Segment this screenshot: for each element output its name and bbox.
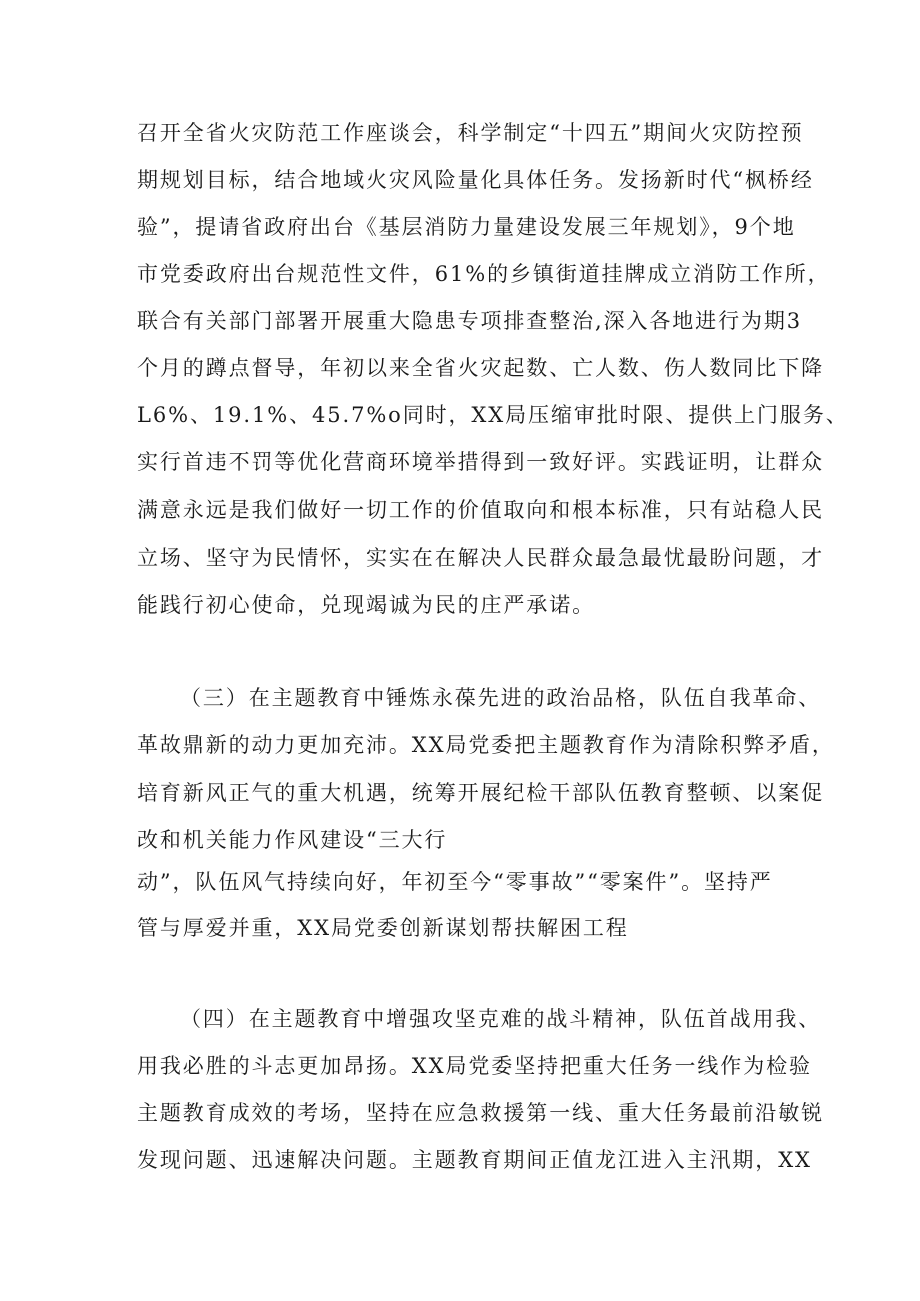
text-line: 立场、坚守为民情怀，实实在在解决人民群众最急最忧最盼问题，才 [137,546,824,570]
text-line: 革故鼎新的动力更加充沛。XX局党委把主题教育作为清除积弊矛盾， [137,733,835,757]
text-line: L6%、19.1%、45.7%o同时，XX局压缩审批时限、提供上门服务、 [137,403,849,427]
text-line: 召开全省火灾防范工作座谈会，科学制定“十四五”期间火灾防控预 [137,121,804,145]
text-line: 培育新风正气的重大机遇，统筹开展纪检干部队伍教育整顿、以案促 [137,781,824,805]
text-line: 市党委政府出台规范性文件，61%的乡镇街道挂牌成立消防工作所， [137,262,831,286]
text-line: （四）在主题教育中增强攻坚克难的战斗精神，队伍首战用我、 [180,1007,822,1031]
text-line: 主题教育成效的考场，坚持在应急救援第一线、重大任务最前沿敏锐 [137,1101,824,1125]
text-line: 个月的蹲点督导，年初以来全省火灾起数、亡人数、伤人数同比下降 [137,356,824,380]
text-line: 能践行初心使命，兑现竭诚为民的庄严承诺。 [137,593,595,617]
text-line: 用我必胜的斗志更加昂扬。XX局党委坚持把重大任务一线作为检验 [137,1054,812,1078]
text-line: 改和机关能力作风建设“三大行 [137,828,448,852]
text-line: 动”，队伍风气持续向好，年初至今“零事故”“零案件”。坚持严 [137,870,773,894]
text-line: 实行首违不罚等优化营商环境举措得到一致好评。实践证明，让群众 [137,450,824,474]
text-line: 联合有关部门部署开展重大隐患专项排查整治,深入各地进行为期3 [137,309,803,333]
text-line: 验”，提请省政府出台《基层消防力量建设发展三年规划》，9个地 [137,215,796,239]
text-line: 管与厚爱并重，XX局党委创新谋划帮扶解困工程 [137,916,629,940]
text-line: 满意永远是我们做好一切工作的价值取向和根本标准，只有站稳人民 [137,498,824,522]
text-line: （三）在主题教育中锤炼永葆先进的政治品格，队伍自我革命、 [180,686,822,710]
text-line: 期规划目标，结合地域火灾风险量化具体任务。发扬新时代“枫桥经 [137,168,814,192]
text-line: 发现问题、迅速解决问题。主题教育期间正值龙江进入主汛期，XX [137,1148,812,1172]
